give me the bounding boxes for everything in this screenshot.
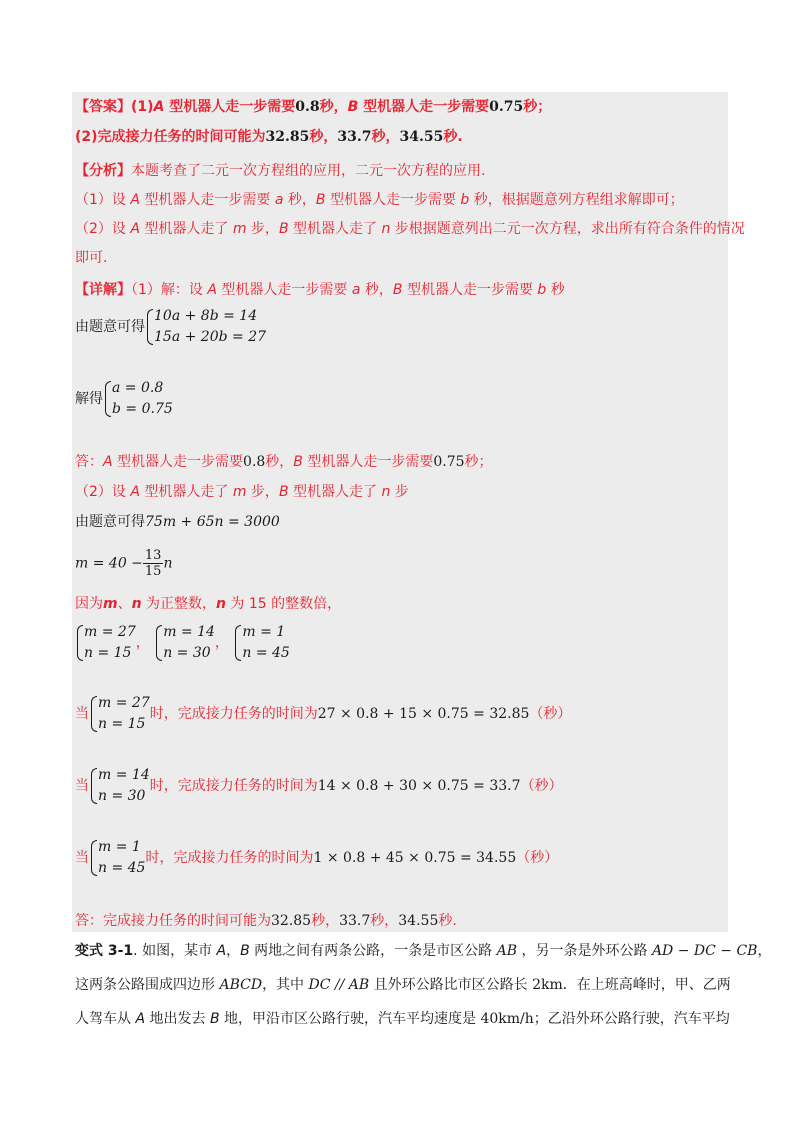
analysis-line-2: （1）设 A 型机器人走一步需要 a 秒，B 型机器人走一步需要 b 秒，根据题意列方程组求解即可； — [75, 192, 684, 208]
analysis-line-3: （2）设 A 型机器人走了 m 步，B 型机器人走了 n 步根据题意列出二元一次方程，求出所有符合条件的情况 — [75, 221, 745, 237]
detail-line-1: 【详解】（1）解：设 A 型机器人走一步需要 a 秒，B 型机器人走一步需要 b 秒 — [75, 282, 565, 298]
case-3-time-line: 当 m = 1 n = 45 时，完成接力任务的时间为1 × 0.8 + 45 × 0.75 = 34.55（秒） — [75, 837, 558, 879]
detail-tag: 【详解】 — [75, 282, 131, 298]
answer-1-line: 答：A 型机器人走一步需要0.8秒，B 型机器人走一步需要0.75秒； — [75, 454, 493, 470]
answer-line-1: 【答案】(1)A 型机器人走一步需要0.8秒，B 型机器人走一步需要0.75秒； — [75, 99, 552, 115]
part-2-line: （2）设 A 型机器人走了 m 步，B 型机器人走了 n 步 — [75, 484, 409, 500]
variant-line-2: 这两条公路围成四边形 ABCD，其中 DC // AB 且外环公路比市区公路长 2km．在上班高峰时，甲、乙两 — [75, 977, 731, 993]
equation-line-1: 由题意可得75m + 65n = 3000 — [75, 514, 280, 530]
fraction: $\frac{13}{15}$ — [144, 548, 162, 579]
case-system-1: m = 27 n = 15 — [75, 622, 136, 664]
case-2-time-line: 当 m = 14 n = 30 时，完成接力任务的时间为14 × 0.8 + 30 × 0.75 = 33.7（秒） — [75, 765, 563, 807]
system-2-line: 解得 a = 0.8 b = 0.75 — [75, 378, 173, 420]
variant-line-1: 变式 3-1. 如图，某市 A，B 两地之间有两条公路，一条是市区公路 AB ，另一条是外环公路 AD − DC − CB， — [75, 943, 772, 959]
analysis-tag: 【分析】 — [75, 163, 131, 179]
answer-line-2: (2)完成接力任务的时间可能为32.85秒，33.7秒，34.55秒. — [75, 129, 463, 145]
equation-system-2: a = 0.8 b = 0.75 — [103, 378, 173, 420]
cases-line: m = 27 n = 15 ， m = 14 n = 30 ， m = 1 n = 45 — [75, 622, 290, 664]
system-1-line: 由题意可得 10a + 8b = 14 15a + 20b = 27 — [75, 306, 266, 348]
case-system-2: m = 14 n = 30 — [154, 622, 215, 664]
analysis-line-4: 即可. — [75, 250, 108, 266]
variant-line-3: 人驾车从 A 地出发去 B 地，甲沿市区公路行驶，汽车平均速度是 40km/h；乙沿外环公路行驶，汽车平均 — [75, 1011, 730, 1027]
answer-tag: 【答案】 — [75, 99, 131, 115]
analysis-line-1: 【分析】本题考查了二元一次方程组的应用，二元一次方程的应用. — [75, 163, 486, 179]
equation-system-1: 10a + 8b = 14 15a + 20b = 27 — [145, 306, 266, 348]
integer-condition-line: 因为m、n 为正整数，n 为 15 的整数倍， — [75, 596, 342, 612]
case-system-3: m = 1 n = 45 — [233, 622, 289, 664]
case-1-time-line: 当 m = 27 n = 15 时，完成接力任务的时间为27 × 0.8 + 15 × 0.75 = 32.85（秒） — [75, 693, 571, 735]
final-answer-line: 答：完成接力任务的时间可能为32.85秒，33.7秒，34.55秒. — [75, 913, 457, 929]
equation-line-2: m = 40 − $\frac{13}{15}$ n — [75, 548, 173, 579]
variant-label: 变式 3-1 — [75, 943, 134, 959]
